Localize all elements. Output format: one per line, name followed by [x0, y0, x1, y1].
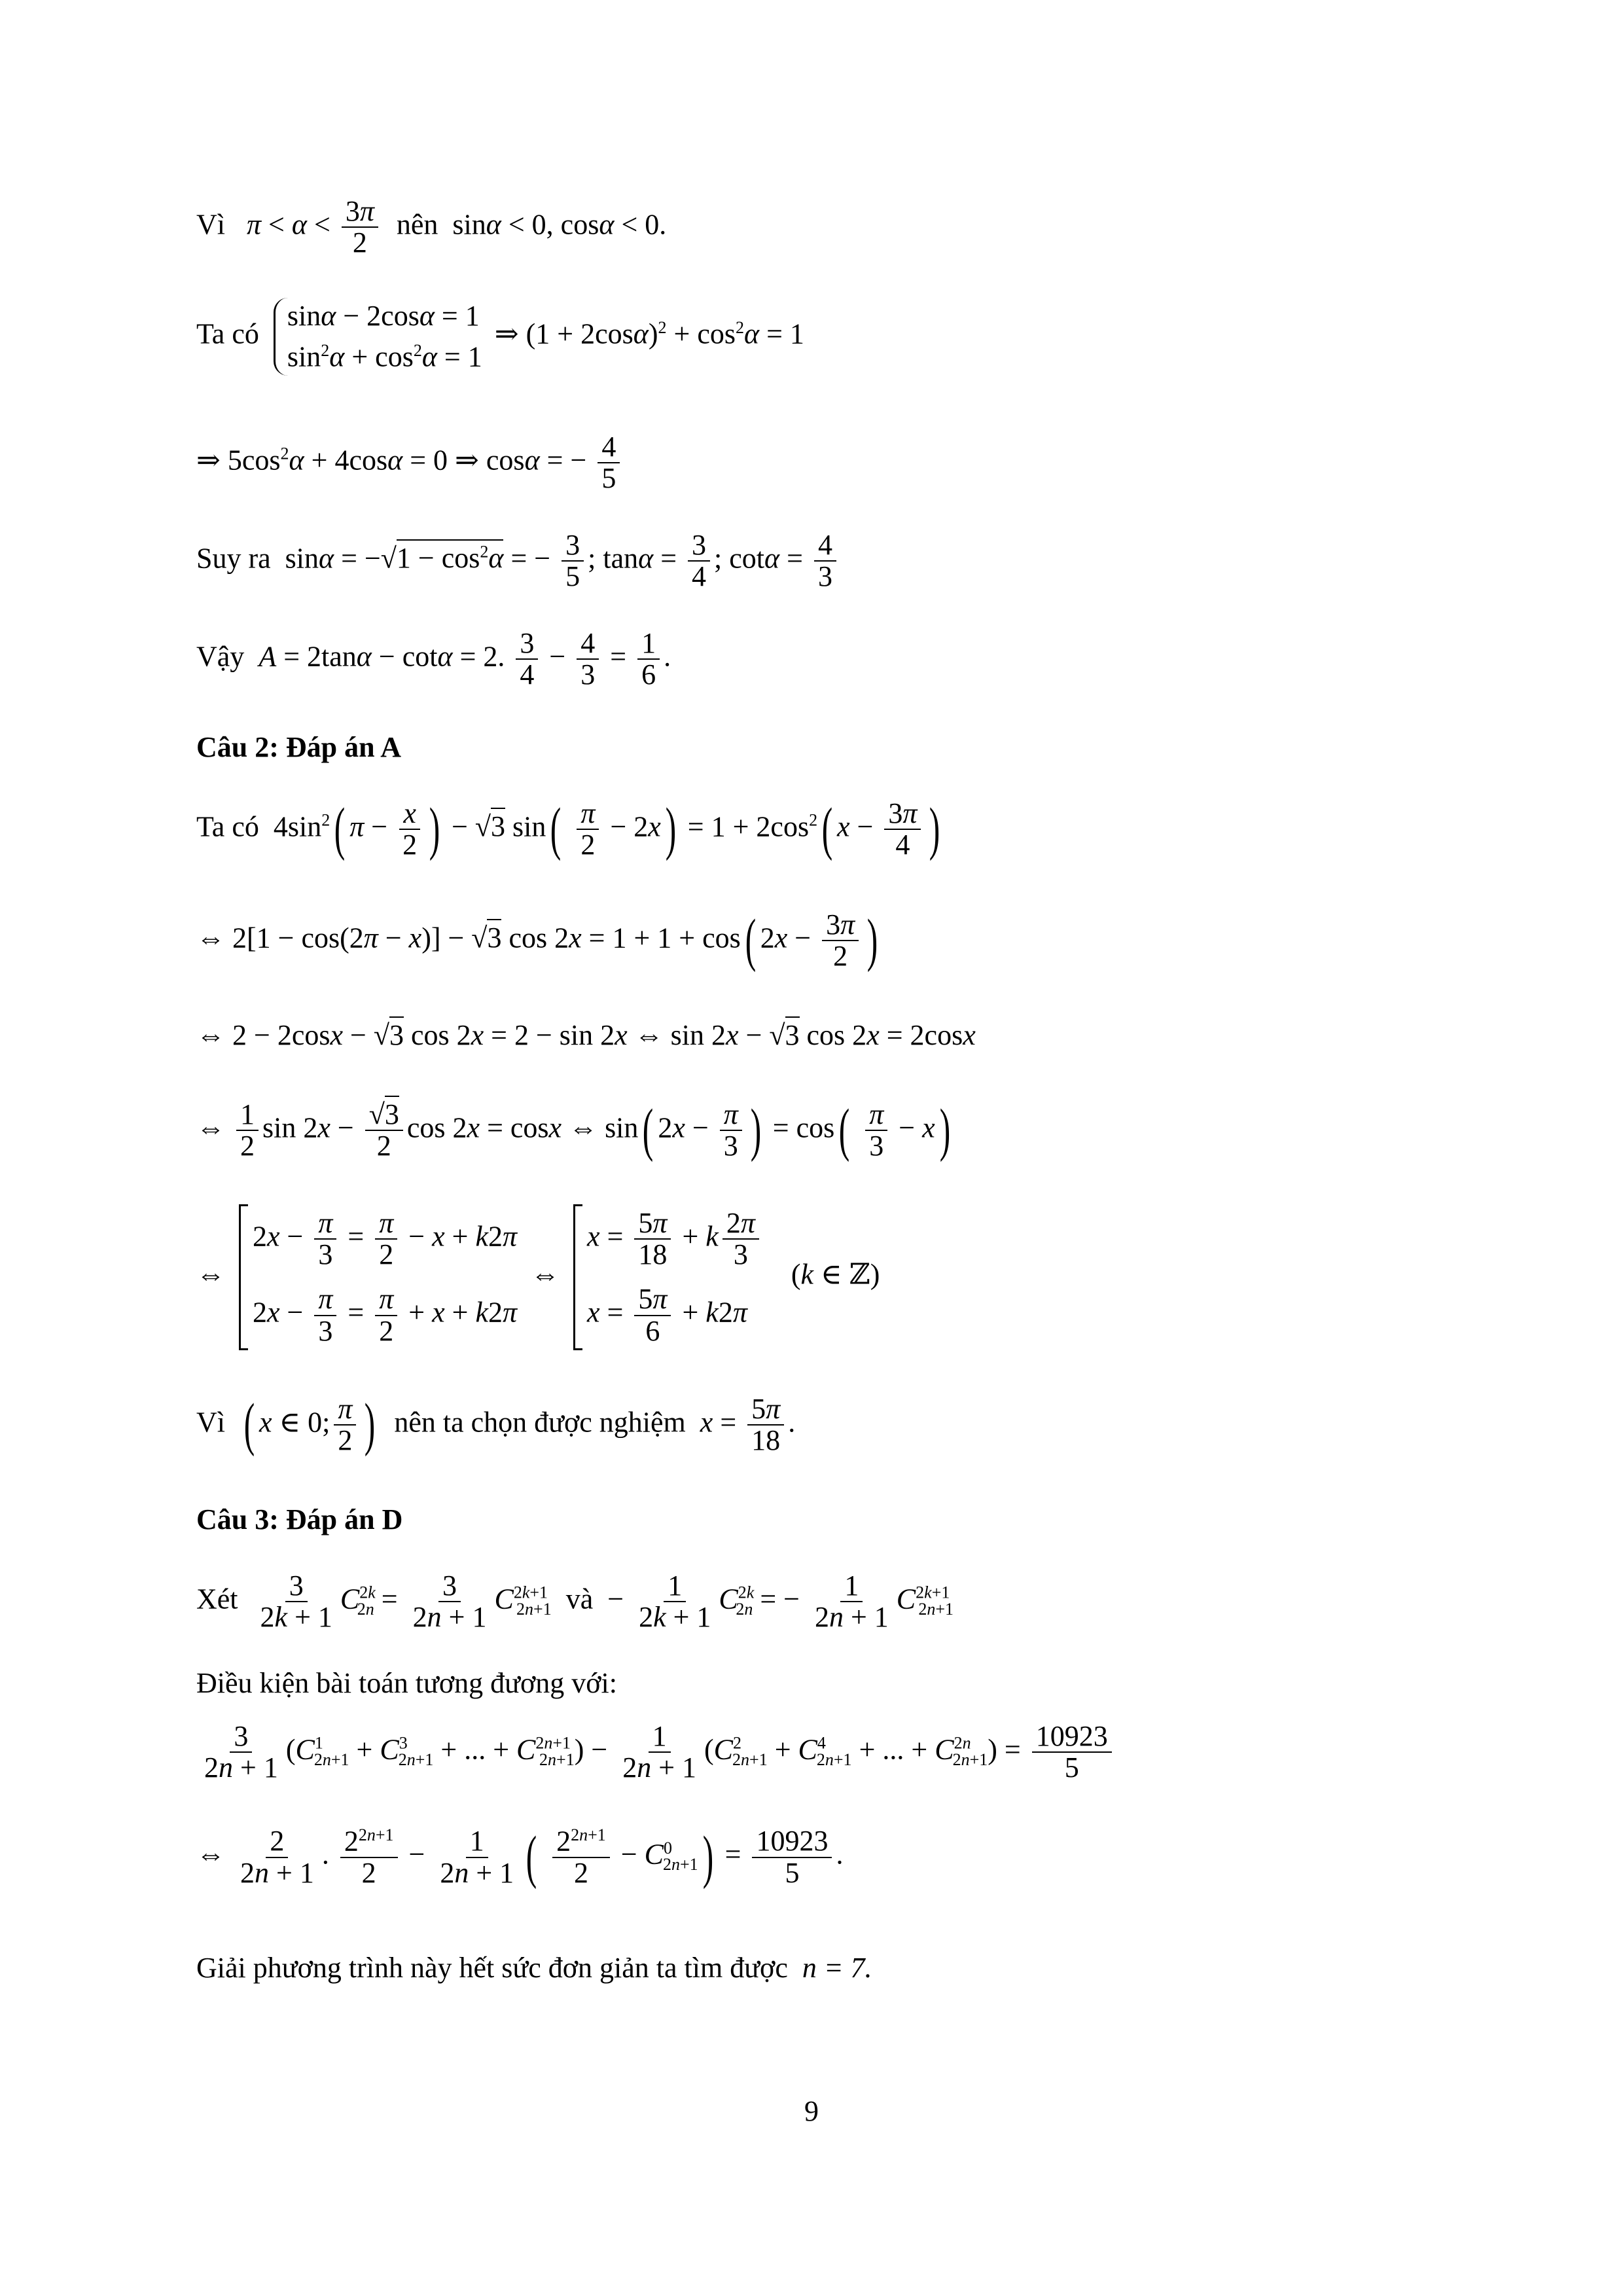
word-taco-2: Ta có [196, 810, 259, 843]
result-denominator: 5 [1064, 1751, 1079, 1784]
word-taco: Ta có [196, 317, 259, 350]
word-va: và [565, 1583, 594, 1615]
line-cau3-1: Xét $\frac{3}{2k + 1}$ $C^{2k}_{2n}$ = $\frac{3}{2n + 1}$ $C^{2k+1}_{2n+1}$ và − $\frac{1}{2k + 1}$ $C^{2k}_{2n}$ = − $\frac{1}{2n + 1}$ $C^{2k+1}_{2n+1}$ [196, 1570, 954, 1634]
line-cau2-1: Ta có $4\sin^2$( π − $\frac{x}{2}$ ) − √3 sin( $\frac{\pi}{2}$ − $2x) = 1 + 2\cos^2$( x − $\frac{3\pi}{4}$ ) [196, 797, 940, 862]
result-numerator: 10923 [1032, 1721, 1112, 1753]
heading-cau-2: Câu 2: Đáp án A [196, 731, 401, 763]
line-vi-range: Vì π < α < $\frac{3\pi}{2}$ nên sinα < 0, cosα < 0. [196, 195, 667, 259]
line-cau2-6: Vì ( x ∈ 0; $\frac{\pi}{2}$ ) nên ta chọn được nghiệm x = $\frac{5\pi}{18}$ . [196, 1392, 796, 1458]
line-cau2-3: ⇔ 2 − 2cosx − √3 cos 2x = 2 − sin 2x ⇔ sin 2x − √3 cos 2x = 2cosx [196, 1021, 976, 1050]
line-cau2-2: ⇔ 2[1 − cos(2π − x)] − √3 cos 2x = 1 + 1 + cos( 2x − $\frac{3\pi}{2}$ ) [196, 908, 878, 973]
word-vi-2: Vì [196, 1406, 225, 1439]
phrase-giai: Giải phương trình này hết sức đơn giản ta tìm được [196, 1952, 788, 1984]
line-taco-system: Ta có sinα − 2cosα = 1 $\sin^2\alpha + \cos^2\alpha = 1$ ⇒ $(1 + 2\cos\alpha)^2 + \cos^2\alpha = 1$ [196, 298, 804, 376]
word-vay: Vậy [196, 640, 245, 673]
line-quadratic: ⇒ $5\cos^2\alpha + 4\cos\alpha = 0$ ⇒ cosα = − $\frac{4}{5}$ [196, 432, 624, 493]
line-cau3-5 [196, 1954, 872, 1982]
line-cau2-4: ⇔ $\frac{1}{2}$ sin 2x − $\frac{√3}{2}$ cos 2x = cosx ⇔ sin( 2x − $\frac{\pi}{3}$ ) = cos( $\frac{\pi}{3}$ − x) [196, 1100, 955, 1161]
line-cau2-5: ⇔ 2x − $\frac{\pi}{3}$ = $\frac{\pi}{2}$ − x + k2π 2x − $\frac{\pi}{3}$ = $\frac{\pi}{2}$ + x + k2π ⇔ x = $\frac{5\pi}{18}$ + k $\frac{2\pi}{3}$ x = $\frac{5\pi}{6}$ + k2π (k ∈ ℤ) [196, 1204, 880, 1350]
word-vi: Vì [196, 208, 225, 241]
line-cau3-4: ⇔ $\frac{2}{2n + 1}$ . $\frac{2^{2n+1}}{2}$ − $\frac{1}{2n + 1}$ ( $\frac{2^{2n+1}}{2}$ − $C^0_{2n+1}$) = $\frac{10923}{5}$ . [196, 1824, 844, 1890]
word-xet: Xét [196, 1583, 238, 1615]
line-cau3-2: Điều kiện bài toán tương đương với: [196, 1667, 617, 1699]
line-suy-ra: Suy ra $\sin\alpha = -√1 - \cos^2\alpha$ = − $\frac{3}{5}$ ; tanα = $\frac{3}{4}$ ; cotα = $\frac{4}{3}$ [196, 530, 840, 592]
word-nen: nên [396, 208, 438, 241]
page-number: 9 [804, 2095, 819, 2127]
bracket-system-1: 2x − $\frac{\pi}{3}$ = $\frac{\pi}{2}$ − x + k2π 2x − $\frac{\pi}{3}$ = $\frac{\pi}{2}$ + x + k2π [239, 1204, 517, 1350]
phrase-chon-nghiem: nên ta chọn được nghiệm [394, 1406, 686, 1439]
line-cau3-3: $\frac{3}{2n + 1}$ ($C^1_{2n+1} + C^3_{2n+1}$ + ... + $C^{2n+1}_{2n+1}$) − $\frac{1}{2n + 1}$ ($C^2_{2n+1} + C^4_{2n+1}$ + ... + $C^{2n}_{2n+1}$) = $\frac{10923}{5}$ [196, 1721, 1116, 1783]
line-vay: Vậy A = 2tanα − cotα = 2. $\frac{3}{4}$ − $\frac{4}{3}$ = $\frac{1}{6}$ . [196, 627, 671, 691]
answer-n: n = 7. [802, 1952, 872, 1984]
bracket-system-2: x = $\frac{5\pi}{18}$ + k $\frac{2\pi}{3}$ x = $\frac{5\pi}{6}$ + k2π [573, 1204, 763, 1350]
equation-system: sinα − 2cosα = 1 $\sin^2\alpha + \cos^2\alpha = 1$ [274, 298, 482, 376]
heading-cau-3: Câu 3: Đáp án D [196, 1503, 403, 1535]
word-suy-ra: Suy ra [196, 542, 271, 575]
